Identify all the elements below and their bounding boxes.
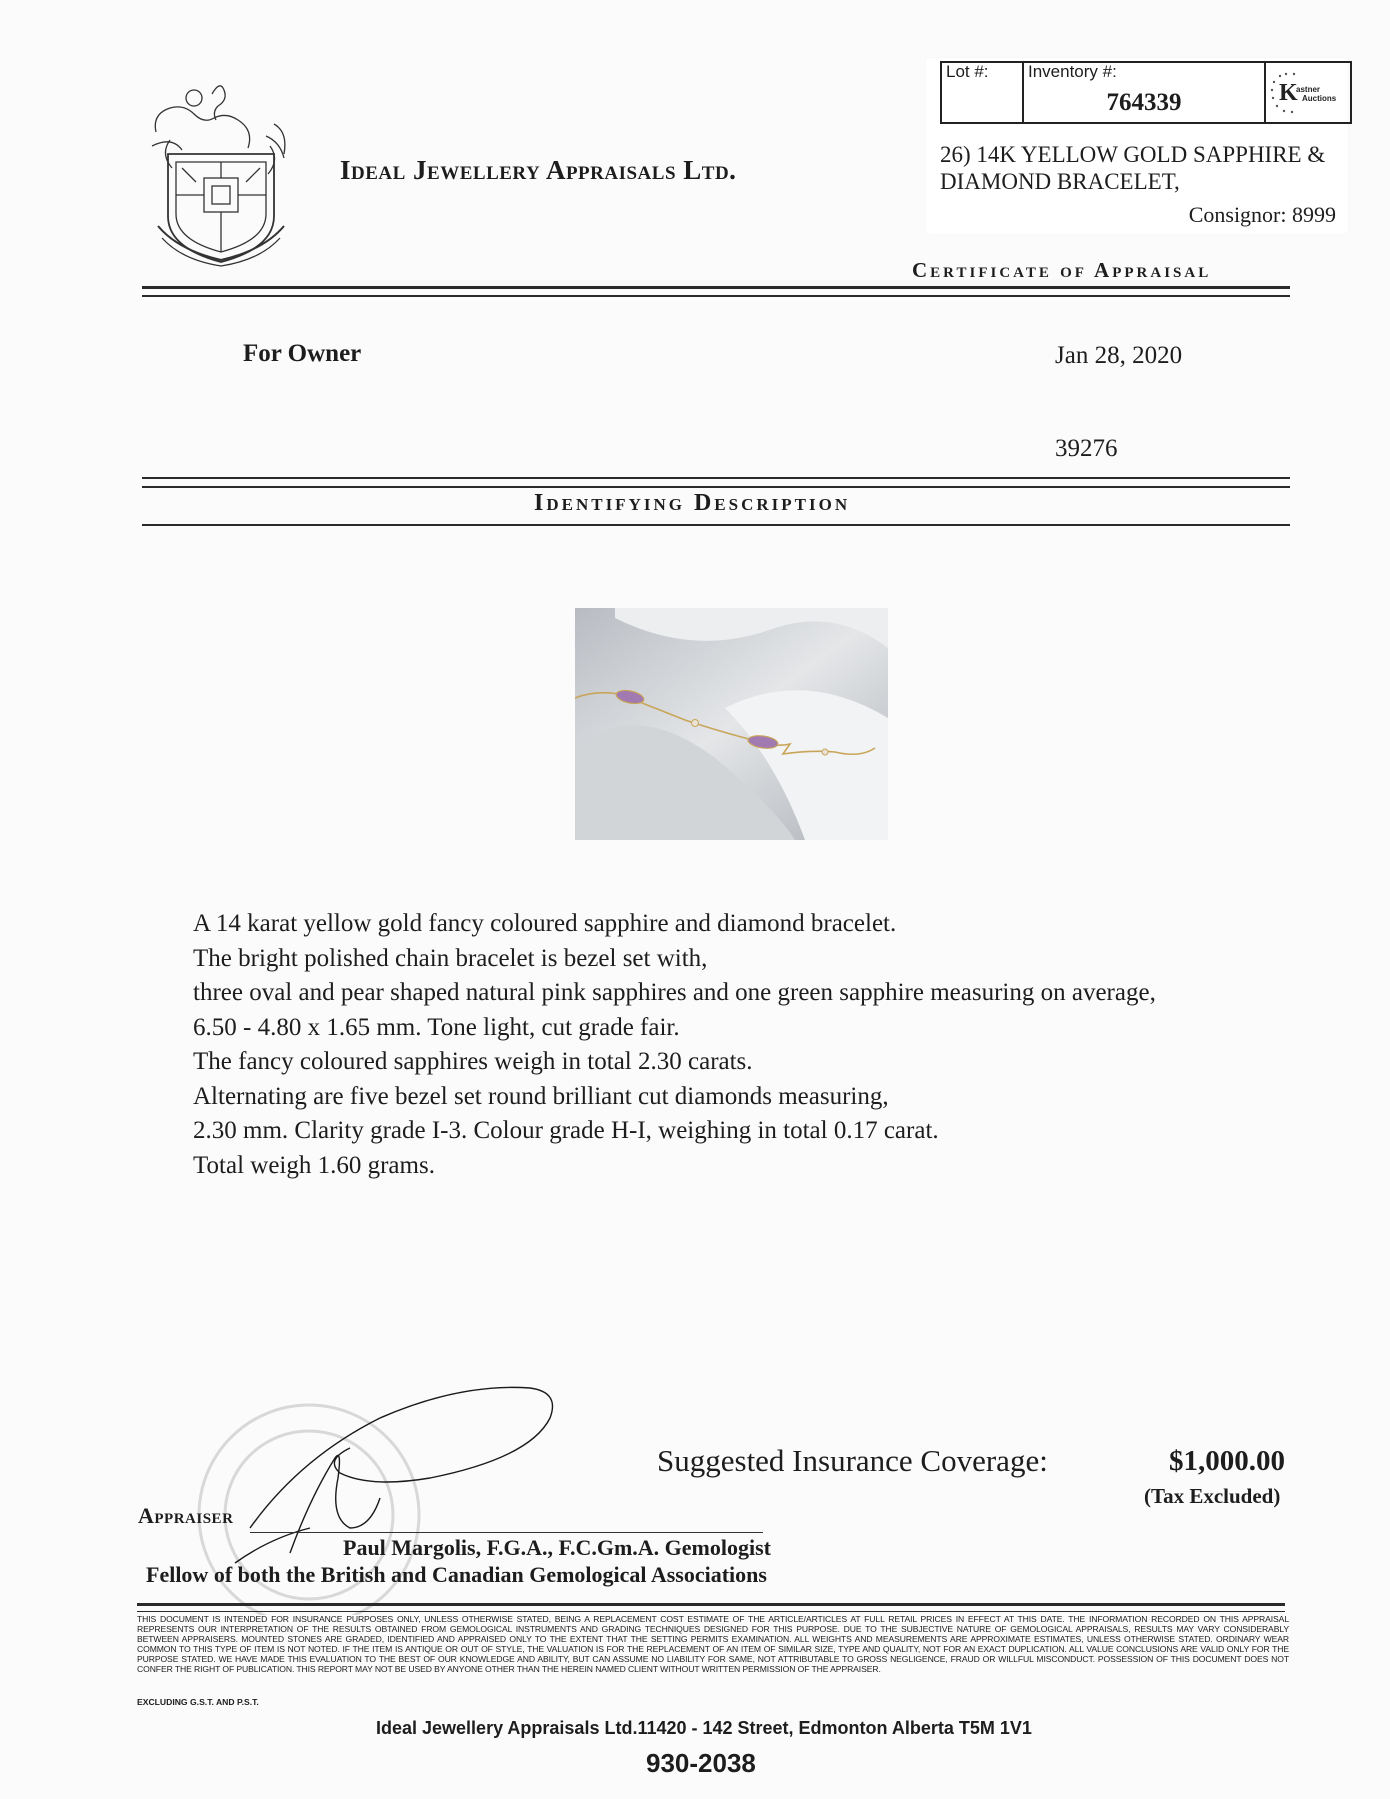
auction-house-logo [1268,68,1346,116]
lot-cell [942,63,1024,122]
logo-letter: K [1279,80,1298,106]
description-line: The fancy coloured sapphires weigh in total 2.30 carats. [193,1048,753,1075]
lot-label: Lot #: [946,62,989,81]
inventory-label: Inventory #: [1028,62,1117,81]
inventory-number: 764339 [1106,89,1182,116]
divider [142,286,1290,289]
lot-description-line: DIAMOND BRACELET, [940,169,1180,194]
coverage-amount: $1,000.00 [1169,1445,1285,1477]
description-line: three oval and pear shaped natural pink sapphires and one green sapphire measuring on average, [193,979,1156,1006]
client-label: For Owner [243,340,362,367]
item-photo [575,608,888,840]
reference-number: 39276 [1055,435,1118,462]
footer-address: Ideal Jewellery Appraisals Ltd.11420 - 142 Street, Edmonton Alberta T5M 1V1 [376,1718,1032,1738]
description-line: The bright polished chain bracelet is bezel set with, [193,944,708,972]
description-line: Total weigh 1.60 grams. [193,1151,435,1179]
logo-line2: Auctions [1302,94,1337,103]
divider [142,524,1290,526]
appraisal-date: Jan 28, 2020 [1055,342,1183,369]
footer-phone: 930-2038 [646,1748,756,1778]
certificate-title: Certificate of Appraisal [912,258,1212,282]
description-line: 2.30 mm. Clarity grade I-3. Colour grade H-I, weighing in total 0.17 carat. [193,1117,939,1144]
divider [142,486,1290,488]
divider [137,1611,1285,1612]
logo-line1: astner [1296,85,1321,94]
section-title: Identifying Description [534,490,851,516]
appraiser-credentials: Fellow of both the British and Canadian Gemological Associations [146,1562,767,1587]
lot-description [940,141,1350,195]
divider [142,295,1290,297]
coat-of-arms-logo [146,76,296,268]
description-line: Alternating are five bezel set round brilliant cut diamonds measuring, [193,1082,889,1110]
appraiser-label: Appraiser [138,1503,234,1528]
coverage-label: Suggested Insurance Coverage: [657,1443,1048,1478]
description-line: 6.50 - 4.80 x 1.65 mm. Tone light, cut grade fair. [193,1013,680,1041]
appraiser-name: Paul Margolis, F.G.A., F.C.Gm.A. Gemologist [343,1535,771,1560]
divider [137,1603,1285,1606]
description-line: A 14 karat yellow gold fancy coloured sapphire and diamond bracelet. [193,910,897,937]
lot-sticker [926,58,1348,234]
company-name: Ideal Jewellery Appraisals Ltd. [340,155,737,185]
disclaimer-text: THIS DOCUMENT IS INTENDED FOR INSURANCE PURPOSES ONLY, UNLESS OTHERWISE STATED, BEING A REPLACEMENT COST ESTIMATE OF THE ARTICLE/ARTICLES AT FULL RETAIL PRICES IN EFFECT AT THIS DATE. THE INFORMATION RECORDED ON THIS APPRAISAL REPRESENTS OUR INTERPRETATION OF THE RESULTS OBTAINED FROM GEMOLOGICAL INSTRUMENTS AND GRADING TECHNIQUES DESIGNED FOR THIS PURPOSE. DUE TO THE SUBJECTIVE NATURE OF GEMOLOGICAL APPRAISALS, RESULTS MAY VARY CONSIDERABLY BETWEEN APPRAISERS. MOUNTED STONES ARE GRADED, IDENTIFIED AND APPRAISED ONLY TO THE EXTENT THAT THE SETTING PERMITS EXAMINATION. ALL WEIGHTS AND MEASUREMENTS ARE APPROXIMATE ESTIMATES, UNLESS OTHERWISE STATED. ORDINARY WEAR COMMON TO THIS TYPE OF ITEM IS NOT NOTED. IF THE ITEM IS ANTIQUE OR OUT OF STYLE, THE VALUATION IS FOR THE REPLACEMENT OF AN ITEM OF SIMILAR SIZE, TYPE AND QUALITY, NOT FOR AN EXACT DUPLICATION. ALL VALUE CONCLUSIONS ARE VALID ONLY FOR THE PURPOSE STATED. WE HAVE MADE THIS EVALUATION TO THE BEST OF OUR KNOWLEDGE AND ABILITY, BUT CAN ASSUME NO LIABILITY FOR SAME, NOT ATTRIBUTABLE TO GROSS NEGLIGENCE, FRAUD OR WILLFUL MISCONDUCT. POSSESSION OF THIS DOCUMENT DOES NOT CONFER THE RIGHT OF PUBLICATION. THIS REPORT MAY NOT BE USED BY ANYONE OTHER THAN THE HEREIN NAMED CLIENT WITHOUT WRITTEN PERMISSION OF THE APPRAISER. [137,1614,1289,1674]
lot-description-line: 26) 14K YELLOW GOLD SAPPHIRE & [940,142,1326,167]
item-description [193,907,1156,1183]
tax-note: (Tax Excluded) [1144,1484,1281,1508]
disclaimer-tax-line: EXCLUDING G.S.T. AND P.S.T. [137,1697,259,1707]
signature-line [250,1532,763,1533]
divider [142,477,1290,479]
inventory-cell [1024,63,1266,122]
consignor: Consignor: 8999 [1188,202,1336,227]
lot-table [940,61,1352,124]
